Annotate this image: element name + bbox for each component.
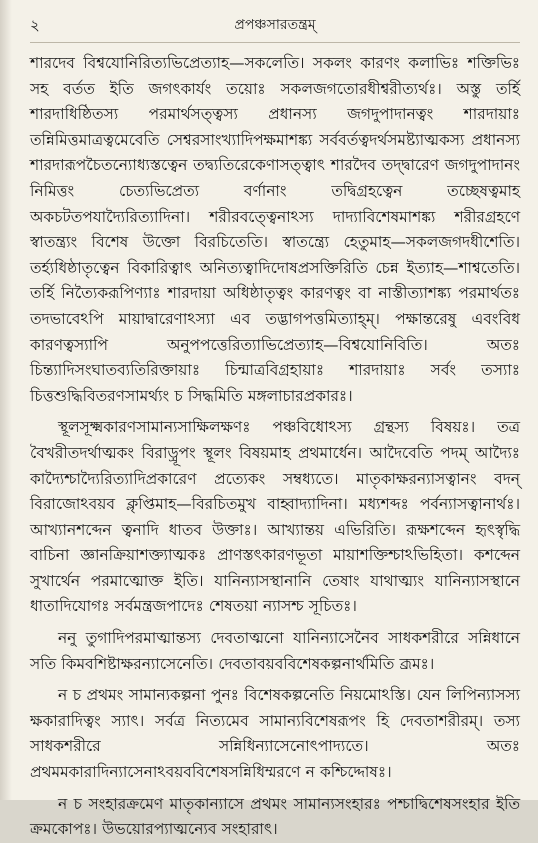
paragraph-4: ন চ প্রথমং সামান্যকল্পনা পুনঃ বিশেষকল্পনেতি নিয়মোঽস্তি। যেন লিপিন্যাসস্য ক্ষকারাদিত্বং স্যাৎ। সর্বত্র নিত্যমেব সামান্যবিশেষরূপং হি দেবতাশরীরম্। তস্য সাধকশরীরে সন্নিধিন্যাসেনোৎপাদ্যতে। অতঃ প্রথমমকারাদিন্যাসেনাঽবয়ববিশেষসন্নিধিম্মরণে ন কশ্চিদ্দোষঃ। — [30, 686, 520, 782]
page-number: ২ — [30, 16, 40, 34]
page-header — [30, 8, 520, 43]
page-gutter-shadow — [0, 0, 12, 800]
running-title: প্রপঞ্চসারতন্ত্রম্ — [234, 17, 316, 33]
page-body — [30, 51, 520, 843]
paragraph-5: ন চ সংহারক্রমেণ মাতৃকান্যাসে প্রথমং সামান্যসংহারঃ পশ্চাদ্বিশেষসংহার ইতি ক্রমকোপঃ। উভয়োরপ্যাত্মন্যেব সংহারাৎ। — [30, 794, 520, 839]
paragraph-3: ননু তুগাদিপরমাত্মান্তস্য দেবতাত্মনো যানিন্যাসেনৈব সাধকশরীরে সন্নিধানে সতি কিমবশিষ্টাক্ষরন্যাসেনেতি। দেবতাবয়ববিশেষকল্পনার্থমিতি ব্রূমঃ। — [30, 629, 520, 673]
paragraph-2: স্থূলসূক্ষ্মকারণসামান্যসাক্ষিলক্ষণঃ পঞ্চবিধোঽস্য গ্রন্থস্য বিষয়ঃ। তত্র বৈখরীতদর্থাত্মকং বিরাড়্রূপং স্থূলং বিষয়মাহ প্রথমার্ধেন। আদৈবেতি পদম্ আদ্যৈঃ কাদ্যৈশ্চাদ্যৈরিত্যাদিপ্রকারেণ প্রত্যেকং সম্বধ্যতে। মাতৃকাক্ষরন্যাসত্বানং বদন্ বিরাজোঽবয়ব ক্লৃপ্তিমাহ—বিরচিতমুখ বাহ্বাদ্যাদিনা। মধ্যশব্দঃ পর্বন্যাসত্বানার্থঃ। আখ্যানশব্দেন ত্বনাদি ধাতব উক্তাঃ। আখ্যান্তয় এভিরিতি। রূক্ষশব্দেন হৃৎস্বৃদ্ধি বাচিনা জ্ঞানক্রিয়াশক্ত্যাত্মকঃ প্রাণস্তৎকারণভূতা মায়াশক্তিশ্চাঽভিহিতা। কশব্দেন সুখার্থেন পরমাত্মোক্ত ইতি। যানিন্যাসস্থানানি তেষাং যাথাত্ম্যং যানিন্যাসস্থানে ধাতাদিযোগঃ সর্বমন্ত্রজপাদেঃ শেষতয়া ন্যাসশ্চ সূচিতঃ। — [30, 418, 520, 616]
paragraph-1: শারদেব বিশ্বযোনিরিত্যভিপ্রেত্যাহ—সকলেতি। সকলং কারণং কলাভিঃ শক্তিভিঃ সহ বর্তত ইতি জগৎকার্যং তয়োঃ সকলজগতোরধীশ্বরীত্যর্থঃ। অস্তু তর্হি শারদাধিষ্ঠিতস্য পরমার্থসত্ত্বস্য প্রধানস্য জগদুপাদানত্বং শারদায়াঃ তন্নিমিত্তমাত্রত্বমেবেতি সেশ্বরসাংখ্যাদিপক্ষমাশঙ্ক্য সর্ববর্তত্বদর্থসমষ্ট্যাত্মকস্য প্রধানস্য শারদারূপচৈতন্যোধ্যস্তত্বেন তদ্ব্যতিরেকেণাসত্ত্বাৎ শারদৈব তদ্দ্বারেণ জগদুপাদানং নিমিত্তং চেত্যভিপ্রেত্য বর্ণানাং তদ্বিগ্রহত্বেন তচ্ছেষত্বমাহ অকচটতপযাদ্যৈরিত্যাদিনা। শরীরবত্ত্বেনাঽস্য দাদ্যাবিশেষমাশঙ্ক্য শরীরগ্রহণে স্বাতন্ত্র্যং বিশেষ উক্তো বিরচিতেতি। স্বাতন্ত্র্যে হেতুমাহ—সকলজগদধীশেতি। তর্হ্যধিষ্ঠাতৃত্বেন বিকারিত্বাৎ অনিত্যত্বাদিদোষপ্রসক্তিরিতি চেন্ন ইত্যাহ—শাশ্বতেতি। তর্হি নিত্যৈকরূপিণ্যাঃ শারদায়া অধিষ্ঠাতৃত্বং কারণত্বং বা নাস্তীত্যাশঙ্ক্য পরমার্থতঃ তদভাবেঽপি মায়াদ্বারেণাঽস্যা এব তদ্ভাগপত্তমিত্যাহ্ম্। পক্ষান্তরেষু এবংবিধ কারণত্বস্যাপি অনুপপত্তেরিত্যাভিপ্রেত্যাহ—বিশ্বযোনিবিতি। অতঃ চিন্ত্যাদিসংঘাতব্যতিরিক্তায়াঃ চিন্মাত্রবিগ্রহায়াঃ শারদায়াঃ সর্বং তস্যাঃ চিত্তশুদ্ধিবিতরণসামর্থ্যং চ সিদ্ধমিতি মঙ্গলাচারপ্রকারঃ। — [30, 54, 520, 405]
